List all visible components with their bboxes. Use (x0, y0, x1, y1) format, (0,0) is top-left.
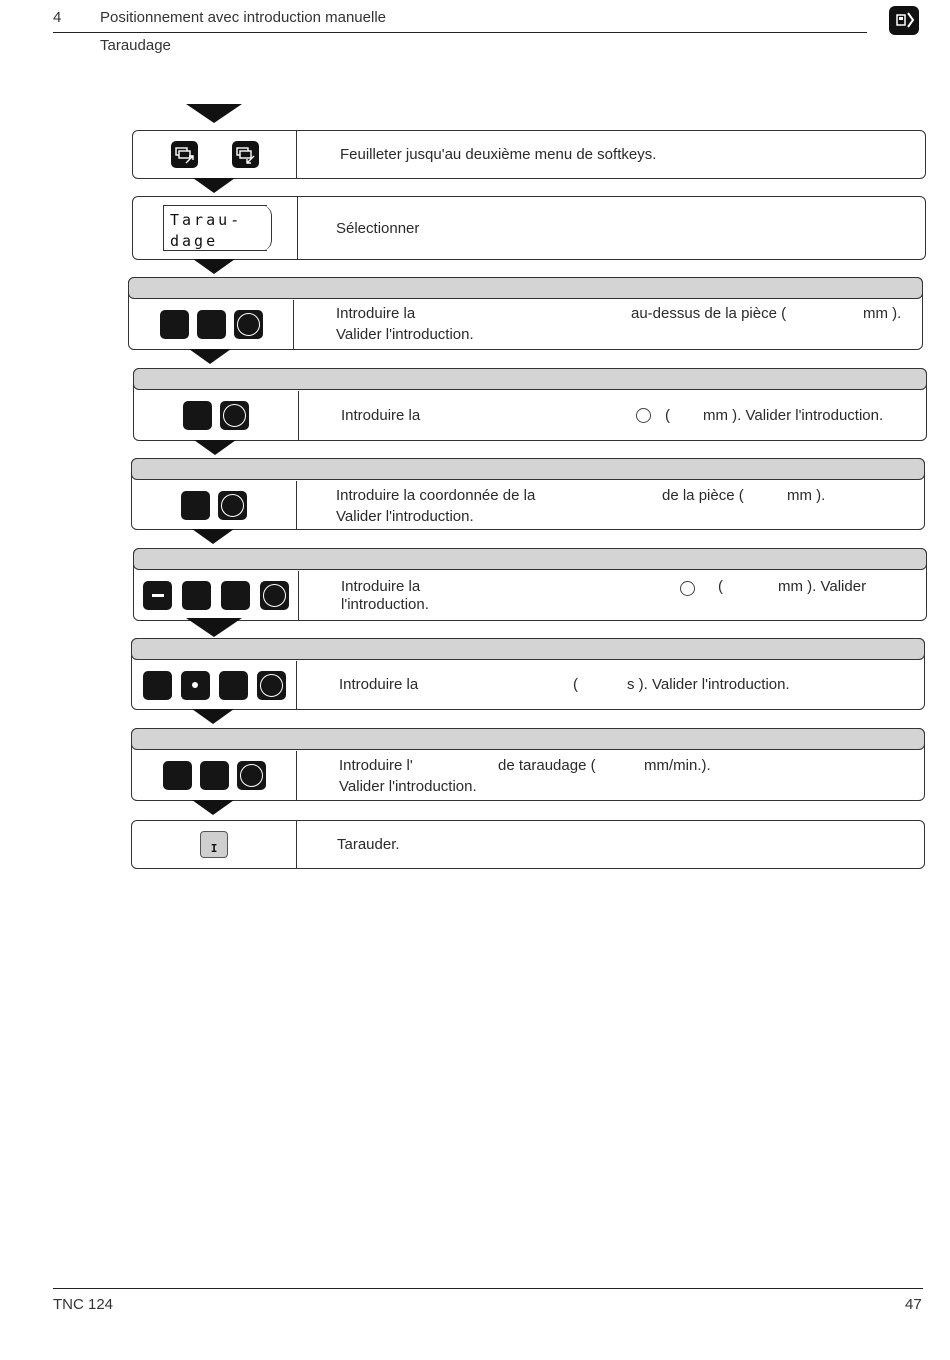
dialog-title-bar (131, 728, 925, 750)
softkey-label-line2: dage (170, 232, 219, 250)
step-hole-depth (133, 368, 927, 441)
step-keys (132, 751, 297, 800)
step-text: mm ). (787, 487, 826, 504)
step-text: Introduire la (341, 407, 421, 424)
digit-key[interactable] (163, 761, 192, 790)
step-text: Tarauder. (337, 836, 400, 853)
step-select-softkey (132, 196, 926, 260)
page-forward-key-icon[interactable] (171, 141, 198, 168)
step-text: mm ). Valider (778, 578, 867, 595)
decimal-point-key-icon[interactable] (181, 671, 210, 700)
step-text: mm ). Valider l'introduction. (703, 407, 884, 424)
step-surface-coordinate (131, 458, 925, 530)
start-key-glyph: I (210, 842, 218, 855)
dialog-title-bar (133, 548, 927, 570)
digit-key[interactable] (221, 581, 250, 610)
step-page-softkeys (132, 130, 926, 179)
step-text: Introduire la (341, 578, 421, 595)
nc-start-key-icon[interactable] (200, 831, 228, 858)
step-tap (131, 820, 925, 869)
flow-arrow (186, 104, 242, 123)
enter-key-icon[interactable] (260, 581, 289, 610)
step-text: Feuilleter jusqu'au deuxième menu de softkeys. (340, 146, 657, 163)
step-text: Valider l'introduction. (336, 508, 474, 525)
step-text: de taraudage ( (498, 757, 596, 774)
step-text-block (339, 674, 919, 695)
dialog-title-bar (133, 368, 927, 390)
step-text: s ). Valider l'introduction. (627, 676, 790, 693)
flow-arrow (186, 618, 242, 637)
step-text: ( (665, 407, 670, 424)
step-keys (134, 571, 299, 620)
digit-key[interactable] (181, 491, 210, 520)
chapter-title: Positionnement avec introduction manuelle (100, 9, 387, 26)
step-text: Introduire l' (339, 757, 413, 774)
dialog-title-bar (131, 638, 925, 660)
flow-arrow (192, 800, 234, 815)
step-text: mm ). (863, 305, 902, 322)
dialog-title-bar (131, 458, 925, 480)
flow-arrow (189, 349, 231, 364)
step-thread-depth (133, 548, 927, 621)
flow-arrow (193, 259, 235, 274)
step-text: l'introduction. (341, 596, 429, 613)
step-text: ( (718, 578, 723, 595)
page-number: 47 (905, 1296, 922, 1313)
footer-product: TNC 124 (53, 1296, 114, 1313)
step-text-block (341, 405, 921, 426)
flow-arrow (193, 178, 235, 193)
digit-key[interactable] (183, 401, 212, 430)
softkey-taraudage[interactable] (163, 205, 267, 251)
step-text-block (336, 303, 916, 345)
step-text: au-dessus de la pièce ( (631, 305, 787, 322)
chapter-tab-icon (889, 6, 919, 35)
step-text: Introduire la (339, 676, 419, 693)
step-keys (132, 821, 297, 868)
step-text-block (336, 485, 916, 527)
enter-key-icon[interactable] (218, 491, 247, 520)
dialog-title-bar (128, 277, 923, 299)
step-feed-rate (131, 728, 925, 801)
section-title: Taraudage (100, 37, 171, 54)
step-text-block (341, 578, 921, 614)
step-text: Valider l'introduction. (336, 326, 474, 343)
step-keys (132, 661, 297, 709)
diameter-circle-icon (636, 408, 651, 423)
step-text: Sélectionner (336, 219, 420, 237)
chapter-number: 4 (53, 9, 62, 26)
flow-arrow (194, 440, 236, 455)
digit-key[interactable] (219, 671, 248, 700)
step-text: ( (573, 676, 578, 693)
step-text: de la pièce ( (662, 487, 744, 504)
header-rule (53, 32, 867, 33)
digit-key[interactable] (160, 310, 189, 339)
flow-arrow (192, 709, 234, 724)
step-keys (133, 131, 297, 178)
step-text: Introduire la (336, 305, 416, 322)
step-text-block (339, 755, 919, 797)
step-text: Valider l'introduction. (339, 778, 477, 795)
digit-key[interactable] (143, 671, 172, 700)
softkey-label-line1: Tarau- (170, 211, 243, 229)
enter-key-icon[interactable] (234, 310, 263, 339)
digit-key[interactable] (200, 761, 229, 790)
step-keys (129, 300, 294, 349)
minus-key-icon[interactable] (143, 581, 172, 610)
diameter-circle-icon (680, 581, 695, 596)
enter-key-icon[interactable] (220, 401, 249, 430)
digit-key[interactable] (182, 581, 211, 610)
page-back-key-icon[interactable] (232, 141, 259, 168)
step-text: Introduire la coordonnée de la (336, 487, 536, 504)
enter-key-icon[interactable] (237, 761, 266, 790)
step-keys (133, 197, 298, 259)
step-keys (132, 481, 297, 529)
step-dwell-time (131, 638, 925, 710)
step-text: mm/min.). (644, 757, 711, 774)
step-safety-distance (128, 277, 923, 350)
enter-key-icon[interactable] (257, 671, 286, 700)
flow-arrow (192, 529, 234, 544)
digit-key[interactable] (197, 310, 226, 339)
step-keys (134, 391, 299, 440)
footer-rule (53, 1288, 923, 1289)
